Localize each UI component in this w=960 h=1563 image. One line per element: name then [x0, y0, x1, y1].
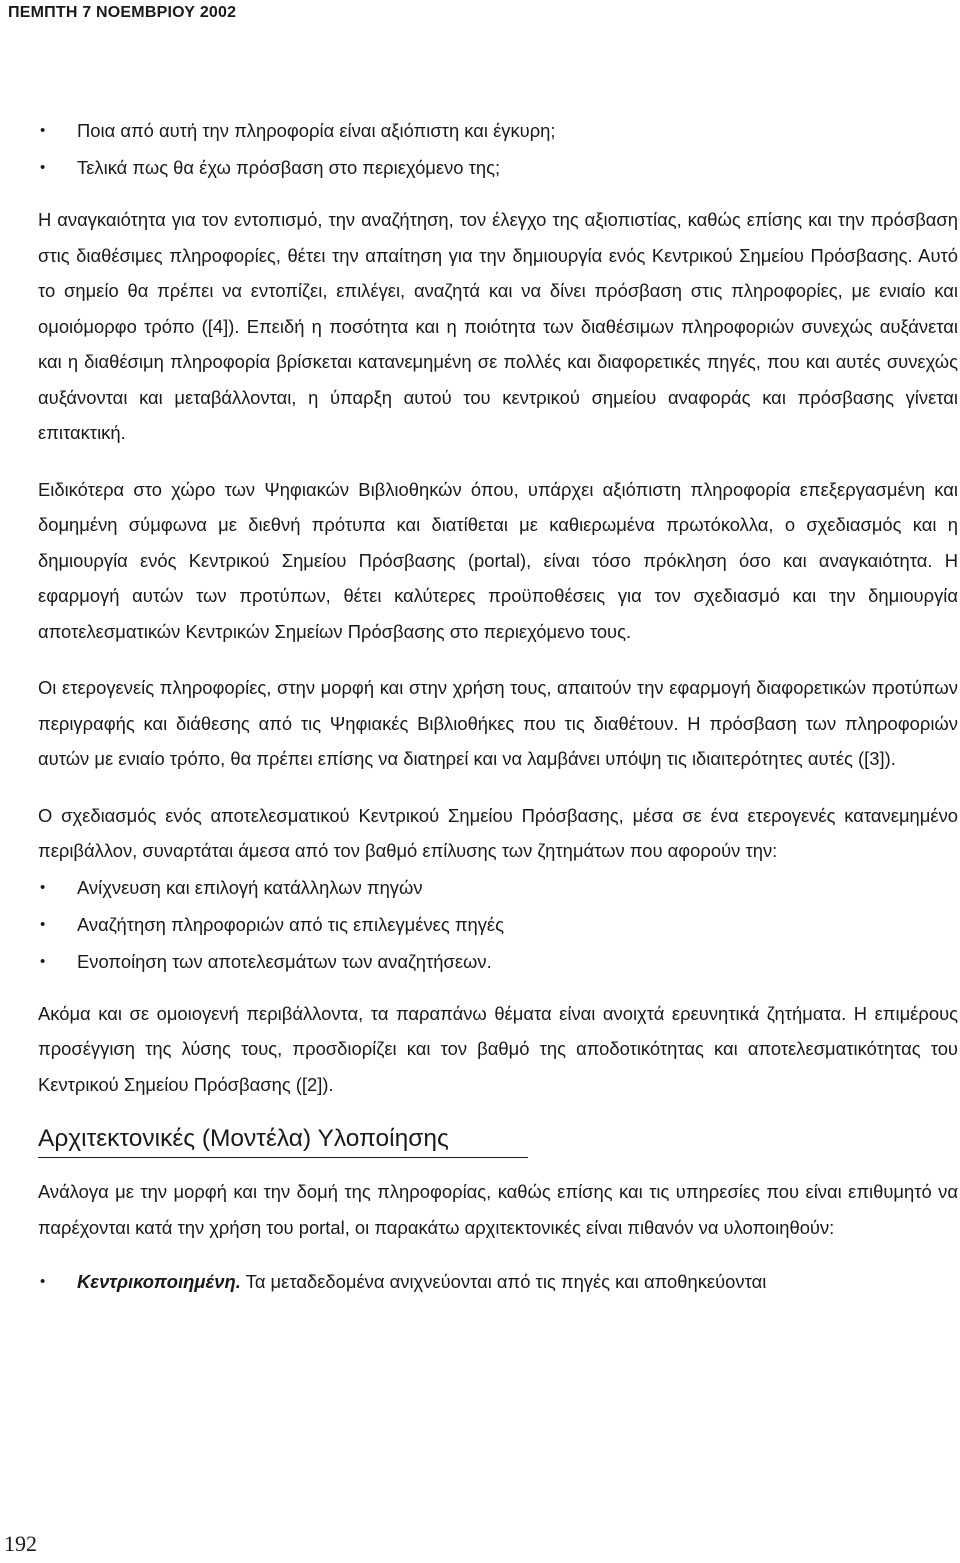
article-body: [38, 112, 958, 1300]
list-item: • Αναζήτηση πληροφοριών από τις επιλεγμένες πηγές: [38, 906, 958, 943]
section-heading: Αρχιτεκτονικές (Μοντέλα) Υλοποίησης: [38, 1122, 528, 1158]
list-item: [38, 1263, 958, 1300]
architecture-term: Κεντρικοποιημένη.: [77, 1271, 241, 1292]
page-number: 192: [4, 1531, 37, 1556]
paragraph-design-issues: Ο σχεδιασμός ενός αποτελεσματικού Κεντρικού Σημείου Πρόσβασης, μέσα σε ένα ετερογενές κατανεμημένο περιβάλλον, συναρτάται άμεσα από τον βαθμό επίλυσης των ζητημάτων που αφορούν την:: [38, 804, 958, 861]
architecture-list: [38, 1263, 958, 1300]
list-item: • Ενοποίηση των αποτελεσμάτων των αναζητήσεων.: [38, 943, 958, 980]
question-list: [38, 112, 958, 186]
list-item: • Τελικά πως θα έχω πρόσβαση στο περιεχόμενο της;: [38, 149, 958, 186]
paragraph-heterogeneous-info: Οι ετερογενείς πληροφορίες, στην μορφή και στην χρήση τους, απαιτούν την εφαρμογή διαφορετικών προτύπων περιγραφής και διάθεσης από τις Ψηφιακές Βιβλιοθήκες που τις διαθέτουν. Η πρόσβαση των πληροφοριών αυτών με ενιαίο τρόπο, θα πρέπει επίσης να διατηρεί και να λαμβάνει υπόψη τις ιδιαιτερότητες αυτές ([3]).: [38, 677, 958, 769]
paragraph-access-point-need: Η αναγκαιότητα για τον εντοπισμό, την αναζήτηση, τον έλεγχο της αξιοπιστίας, καθώς επίσης και την πρόσβαση στις διαθέσιμες πληροφορίες, θέτει την απαίτηση για την δημιουργία ενός Κεντρικού Σημείου Πρόσβασης. Αυτό το σημείο θα πρέπει να εντοπίζει, επιλέγει, αναζητά και να δίνει πρόσβαση στις πληροφορίες, με ενιαίο και ομοιόμορφο τρόπο ([4]). Επειδή η ποσότητα και η ποιότητα των διαθέσιμων πληροφοριών συνεχώς αυξάνεται και η διαθέσιμη πληροφορία βρίσκεται κατανεμημένη σε πολλές και διαφορετικές πηγές, που και αυτές συνεχώς αυξάνονται και μεταβάλλονται, η ύπαρξη αυτού του κεντρικού σημείου αναφοράς και πρόσβασης γίνεται επιτακτική.: [38, 209, 958, 443]
paragraph-digital-libraries: Ειδικότερα στο χώρο των Ψηφιακών Βιβλιοθηκών όπου, υπάρχει αξιόπιστη πληροφορία επεξεργασμένη και δομημένη σύμφωνα με διεθνή πρότυπα και διατίθεται με καθιερωμένα πρωτόκολλα, ο σχεδιασμός και η δημιουργία ενός Κεντρικού Σημείου Πρόσβασης (portal), είναι τόσο πρόκληση όσο και αναγκαιότητα. Η εφαρμογή αυτών των προτύπων, θέτει καλύτερες προϋποθέσεις για τον σχεδιασμό και την δημιουργία αποτελεσματικών Κεντρικών Σημείων Πρόσβασης στο περιεχόμενο τους.: [38, 478, 958, 642]
paragraph-open-research: Ακόμα και σε ομοιογενή περιβάλλοντα, τα παραπάνω θέματα είναι ανοιχτά ερευνητικά ζητήματα. Η επιμέρους προσέγγιση της λύσης τους, προσδιορίζει και τον βαθμό της αποδοτικότητας και αποτελεσματικότητας του Κεντρικού Σημείου Πρόσβασης ([2]).: [38, 1002, 958, 1095]
list-item: • Ανίχνευση και επιλογή κατάλληλων πηγών: [38, 869, 958, 906]
paragraph-architectures-intro: Ανάλογα με την μορφή και την δομή της πληροφορίας, καθώς επίσης και τις υπηρεσίες που είναι επιθυμητό να παρέχονται κατά την χρήση του portal, οι παρακάτω αρχιτεκτονικές είναι πιθανόν να υλοποιηθούν:: [38, 1181, 958, 1238]
architecture-description: Τα μεταδεδομένα ανιχνεύονται από τις πηγές και αποθηκεύονται: [240, 1271, 767, 1292]
page-header-date: ΠΕΜΠΤΗ 7 ΝΟΕΜΒΡΙΟΥ 2002: [8, 4, 237, 21]
list-item: • Ποια από αυτή την πληροφορία είναι αξιόπιστη και έγκυρη;: [38, 112, 958, 149]
issues-list: [38, 869, 958, 980]
